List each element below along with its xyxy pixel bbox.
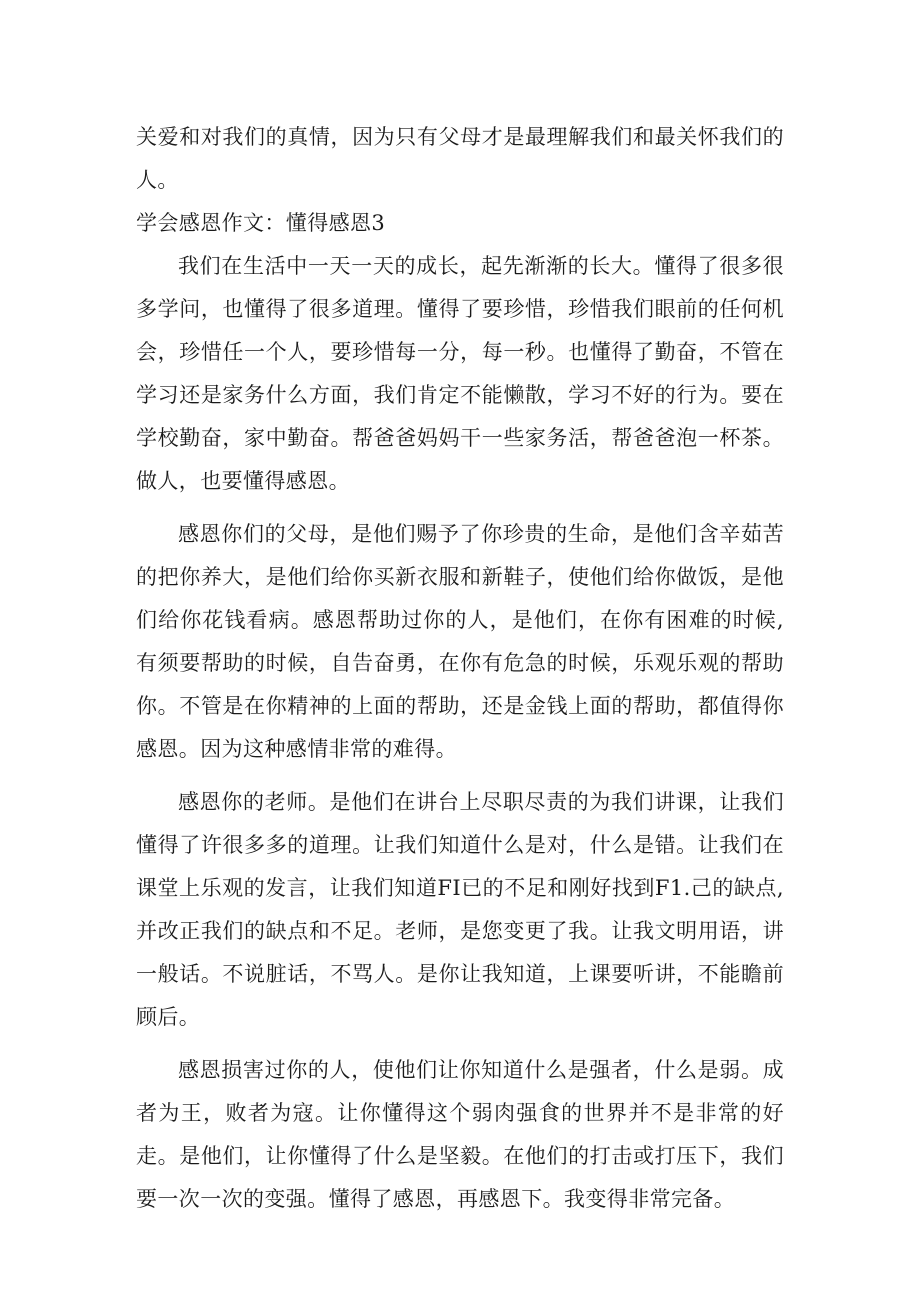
document-body bbox=[136, 116, 784, 1231]
paragraph-growth: 我们在生活中一天一天的成长，起先渐渐的长大。懂得了很多很多学问，也懂得了很多道理。懂得了要珍惜，珍惜我们眼前的任何机会，珍惜任一个人，要珍惜每一分，每一秒。也懂得了勤奋，不管在学习还是家务什么方面，我们肯定不能懒散，学习不好的行为。要在学校勤奋，家中勤奋。帮爸爸妈妈干一些家务活，帮爸爸泡一杯茶。做人，也要懂得感恩。 bbox=[136, 254, 784, 493]
paragraph-adversity: 感恩损害过你的人，使他们让你知道什么是强者，什么是弱。成者为王，败者为寇。让你懂得这个弱肉强食的世界并不是非常的好走。是他们，让你懂得了什么是坚毅。在他们的打击或打压下，我们要一次一次的变强。懂得了感恩，再感恩下。我变得非常完备。 bbox=[136, 1058, 784, 1211]
paragraph-teachers: 感恩你的老师。是他们在讲台上尽职尽责的为我们讲课，让我们懂得了许很多多的道理。让我们知道什么是对，什么是错。让我们在课堂上乐观的发言，让我们知道FI已的不足和刚好找到F1.己的缺点,并改正我们的缺点和不足。老师，是您变更了我。让我文明用语，讲一般话。不说脏话，不骂人。是你让我知道，上课要听讲，不能瞻前顾后。 bbox=[136, 790, 784, 1029]
lead-line: 关爱和对我们的真情，因为只有父母才是最理解我们和最关怀我们的人。 bbox=[136, 125, 784, 192]
essay-title: 学会感恩作文：懂得感恩3 bbox=[136, 211, 386, 235]
paragraph-parents: 感恩你们的父母，是他们赐予了你珍贵的生命，是他们含辛茹苦的把你养大，是他们给你买新衣服和新鞋子，使他们给你做饭，是他们给你花钱看病。感恩帮助过你的人，是他们，在你有困难的时候,有须要帮助的时候，自告奋勇，在你有危急的时候，乐观乐观的帮助你。不管是在你精神的上面的帮助，还是金钱上面的帮助，都值得你感恩。因为这种感情非常的难得。 bbox=[136, 522, 784, 761]
